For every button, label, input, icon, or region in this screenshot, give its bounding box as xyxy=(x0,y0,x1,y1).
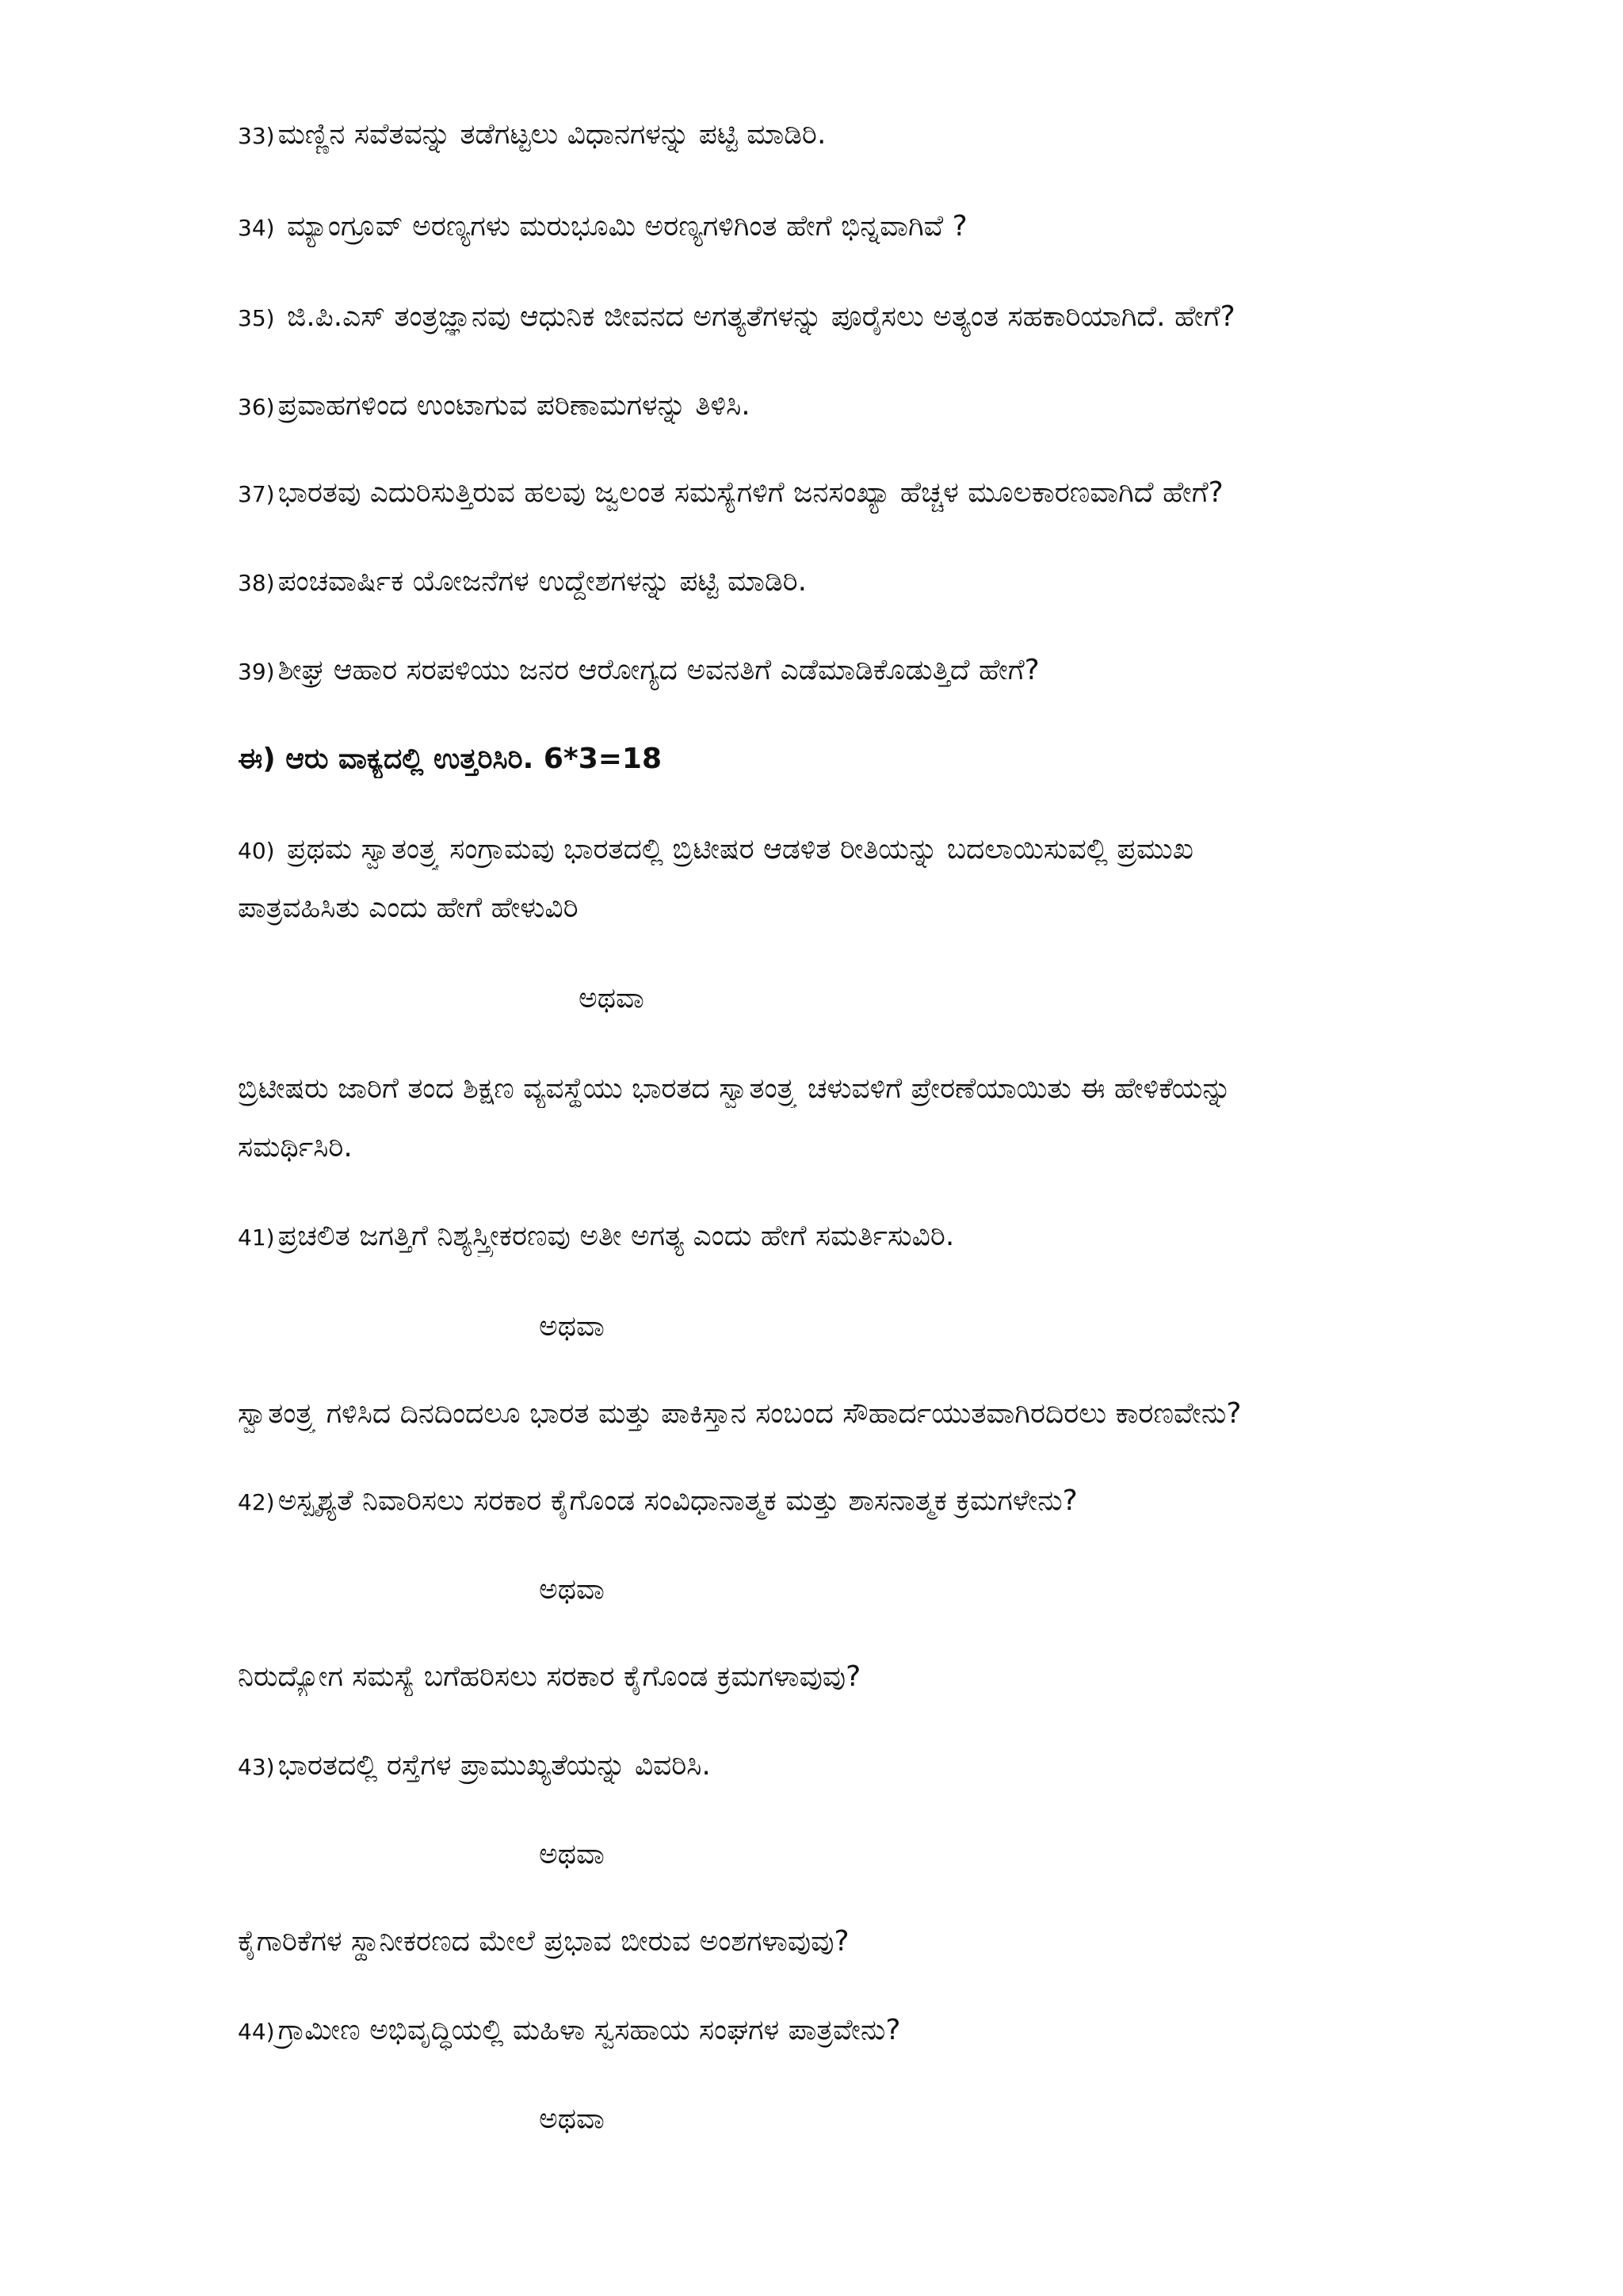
question-41 xyxy=(238,1217,1585,1257)
question-text: ಪ್ರಚಲಿತ ಜಗತ್ತಿಗೆ ನಿಶ್ಯಸ್ತ್ರೀಕರಣವು ಅತೀ ಅಗತ್ಯ ಎಂದು ಹೇಗೆ ಸಮರ್ತಿಸುವಿರಿ. xyxy=(277,1220,955,1252)
section-heading: ಈ) ಆರು ವಾಕ್ಯದಲ್ಲಿ ಉತ್ತರಿಸಿರಿ. 6*3=18 xyxy=(238,743,663,775)
question-39 xyxy=(238,651,1585,691)
question-number: 38) xyxy=(238,570,275,596)
question-34 xyxy=(238,208,1585,247)
question-text: ಜಿ.ಪಿ.ಎಸ್ ತಂತ್ರಜ್ಞಾನವು ಆಧುನಿಕ ಜೀವನದ ಅಗತ್ಯತೆಗಳನ್ನು ಪೂರೈಸಲು ಅತ್ಯಂತ ಸಹಕಾರಿಯಾಗಿದೆ. ಹೇಗೆ? xyxy=(277,300,1235,333)
question-number: 40) xyxy=(238,838,275,864)
question-40-alternative: ಬ್ರಿಟೀಷರು ಜಾರಿಗೆ ತಂದ ಶಿಕ್ಷಣ ವ್ಯವಸ್ಥೆಯು ಭಾರತದ ಸ್ವಾತಂತ್ರ್ಯ ಚಳುವಳಿಗೆ ಪ್ರೇರಣೆಯಾಯಿತು ಈ ಹೇಳಿಕೆಯನ್ನು xyxy=(238,1072,1232,1105)
question-number: 36) xyxy=(238,394,275,420)
question-text: ಅಸ್ಪೃಶ್ಯತೆ ನಿವಾರಿಸಲು ಸರಕಾರ ಕೈಗೊಂಡ ಸಂವಿಧಾನಾತ್ಮಕ ಮತ್ತು ಶಾಸನಾತ್ಮಕ ಕ್ರಮಗಳೇನು? xyxy=(277,1484,1078,1517)
question-text: ಪಂಚವಾರ್ಷಿಕ ಯೋಜನೆಗಳ ಉದ್ದೇಶಗಳನ್ನು ಪಟ್ಟಿ ಮಾಡಿರಿ. xyxy=(277,565,808,598)
question-33 xyxy=(238,116,1585,155)
question-40-alternative-continued: ಸಮರ್ಥಿಸಿರಿ. xyxy=(238,1131,353,1163)
question-text: ಮ್ಯಾಂಗ್ರೂವ್ ಅರಣ್ಯಗಳು ಮರುಭೂಮಿ ಅರಣ್ಯಗಳಿಗಿಂತ ಹೇಗೆ ಭಿನ್ನವಾಗಿವೆ ? xyxy=(277,210,968,243)
or-label: ಅಥವಾ xyxy=(539,2103,605,2135)
question-42-alternative: ನಿರುದ್ಯೋಗ ಸಮಸ್ಯೆ ಬಗೆಹರಿಸಲು ಸರಕಾರ ಕೈಗೊಂಡ ಕ್ರಮಗಳಾವುವು? xyxy=(238,1660,861,1693)
question-37 xyxy=(238,474,1585,514)
question-number: 43) xyxy=(238,1754,275,1780)
question-number: 37) xyxy=(238,481,275,507)
question-41-alternative: ಸ್ವಾತಂತ್ರ್ಯ ಗಳಿಸಿದ ದಿನದಿಂದಲೂ ಭಾರತ ಮತ್ತು ಪಾಕಿಸ್ತಾನ ಸಂಬಂದ ಸೌಹಾರ್ದಯುತವಾಗಿರದಿರಲು ಕಾರಣವೇನು? xyxy=(238,1397,1242,1430)
question-text: ಪ್ರಥಮ ಸ್ವಾತಂತ್ರ್ಯ ಸಂಗ್ರಾಮವು ಭಾರತದಲ್ಲಿ ಬ್ರಿಟೀಷರ ಆಡಳಿತ ರೀತಿಯನ್ನು ಬದಲಾಯಿಸುವಲ್ಲಿ ಪ್ರಮುಖ xyxy=(277,833,1193,865)
question-40 xyxy=(238,831,1585,870)
question-number: 41) xyxy=(238,1224,275,1251)
question-text: ಶೀಘ್ರ ಆಹಾರ ಸರಪಳಿಯು ಜನರ ಆರೋಗ್ಯದ ಅವನತಿಗೆ ಎಡೆಮಾಡಿಕೊಡುತ್ತಿದೆ ಹೇಗೆ? xyxy=(277,654,1040,686)
question-number: 44) xyxy=(238,2019,275,2045)
question-36 xyxy=(238,387,1585,426)
question-40-continued: ಪಾತ್ರವಹಿಸಿತು ಎಂದು ಹೇಗೆ ಹೇಳುವಿರಿ xyxy=(238,892,579,924)
question-text: ಮಣ್ಣಿನ ಸವೆತವನ್ನು ತಡೆಗಟ್ಟಲು ವಿಧಾನಗಳನ್ನು ಪಟ್ಟಿ ಮಾಡಿರಿ. xyxy=(277,118,827,151)
question-38 xyxy=(238,563,1585,602)
or-label: ಅಥವಾ xyxy=(539,1310,605,1343)
or-label: ಅಥವಾ xyxy=(579,982,644,1014)
question-number: 33) xyxy=(238,123,275,149)
question-number: 42) xyxy=(238,1489,275,1515)
or-label: ಅಥವಾ xyxy=(539,1838,605,1870)
question-42 xyxy=(238,1482,1585,1522)
question-43 xyxy=(238,1747,1585,1786)
question-number: 39) xyxy=(238,659,275,685)
question-text: ಪ್ರವಾಹಗಳಿಂದ ಉಂಟಾಗುವ ಪರಿಣಾಮಗಳನ್ನು ತಿಳಿಸಿ. xyxy=(277,389,750,422)
question-35 xyxy=(238,298,1585,338)
question-number: 35) xyxy=(238,305,275,331)
question-text: ಭಾರತವು ಎದುರಿಸುತ್ತಿರುವ ಹಲವು ಜ್ವಲಂತ ಸಮಸ್ಯೆಗಳಿಗೆ ಜನಸಂಖ್ಯಾ ಹೆಚ್ಚಳ ಮೂಲಕಾರಣವಾಗಿದೆ ಹೇಗೆ? xyxy=(277,476,1224,509)
or-label: ಅಥವಾ xyxy=(539,1573,605,1606)
question-text: ಭಾರತದಲ್ಲಿ ರಸ್ತೆಗಳ ಪ್ರಾಮುಖ್ಯತೆಯನ್ನು ವಿವರಿಸಿ. xyxy=(277,1749,711,1782)
question-43-alternative: ಕೈಗಾರಿಕೆಗಳ ಸ್ಥಾನೀಕರಣದ ಮೇಲೆ ಪ್ರಭಾವ ಬೀರುವ ಅಂಶಗಳಾವುವು? xyxy=(238,1925,850,1958)
question-text: ಗ್ರಾಮೀಣ ಅಭಿವೃದ್ಧಿಯಲ್ಲಿ ಮಹಿಳಾ ಸ್ವಸಹಾಯ ಸಂಘಗಳ ಪಾತ್ರವೇನು? xyxy=(277,2014,901,2046)
question-44 xyxy=(238,2011,1585,2051)
question-number: 34) xyxy=(238,215,275,241)
